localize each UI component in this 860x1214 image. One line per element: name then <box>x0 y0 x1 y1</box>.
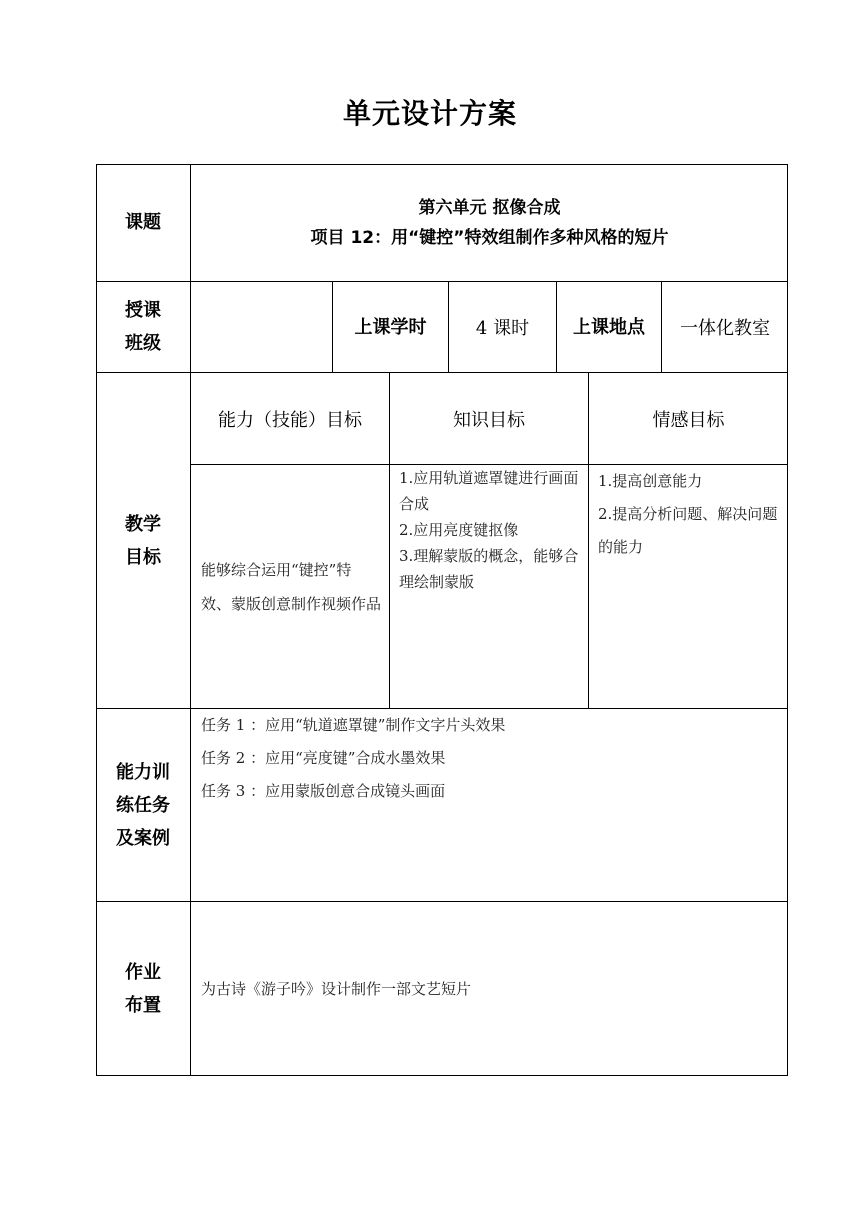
unit-title: 第六单元 抠像合成 <box>418 197 561 218</box>
knowledge-goal-item: 1.应用轨道遮罩键进行画面合成 <box>399 469 579 513</box>
task-item: 任务 1 ：应用“轨道遮罩键”制作文字片头效果 <box>201 716 506 734</box>
emotion-goal-item: 1.提高创意能力 <box>598 472 703 490</box>
class-value <box>191 282 332 372</box>
page-title: 单元设计方案 <box>342 97 517 130</box>
emotion-goals <box>589 465 788 708</box>
tasks-label: 能力训 练任务 及案例 <box>116 761 170 849</box>
hours-value: 4 课时 <box>475 318 530 339</box>
homework-label: 作业 布置 <box>125 961 161 1016</box>
goals-label: 教学 目标 <box>125 513 161 568</box>
task-item: 任务 3 ：应用蒙版创意合成镜头画面 <box>201 782 446 800</box>
topic-label: 课题 <box>125 212 161 233</box>
topic-content <box>191 164 788 281</box>
place-label: 上课地点 <box>573 316 645 338</box>
goal-header-ability: 能力（技能）目标 <box>218 409 362 431</box>
hours-label: 上课学时 <box>354 316 427 338</box>
homework-content: 为古诗《游子吟》设计制作一部文艺短片 <box>201 980 472 998</box>
task-item: 任务 2 ：应用“亮度键”合成水墨效果 <box>201 749 446 767</box>
knowledge-goals <box>390 465 588 708</box>
goal-header-emotion: 情感目标 <box>652 409 725 431</box>
knowledge-goal-item: 2.应用亮度键抠像 <box>399 521 519 539</box>
emotion-goal-item: 2.提高分析问题、解决问题的能力 <box>598 505 778 556</box>
class-label: 授课 班级 <box>125 300 161 354</box>
knowledge-goal-item: 3.理解蒙版的概念，能够合理绘制蒙版 <box>399 547 579 591</box>
goal-header-knowledge: 知识目标 <box>453 409 525 431</box>
place-value: 一体化教室 <box>680 318 770 339</box>
tasks-list <box>191 709 788 901</box>
ability-goal: 能够综合运用“键控”特效、蒙版创意制作视频作品 <box>201 560 382 613</box>
project-title: 项目 12：用“键控”特效组制作多种风格的短片 <box>310 227 669 248</box>
